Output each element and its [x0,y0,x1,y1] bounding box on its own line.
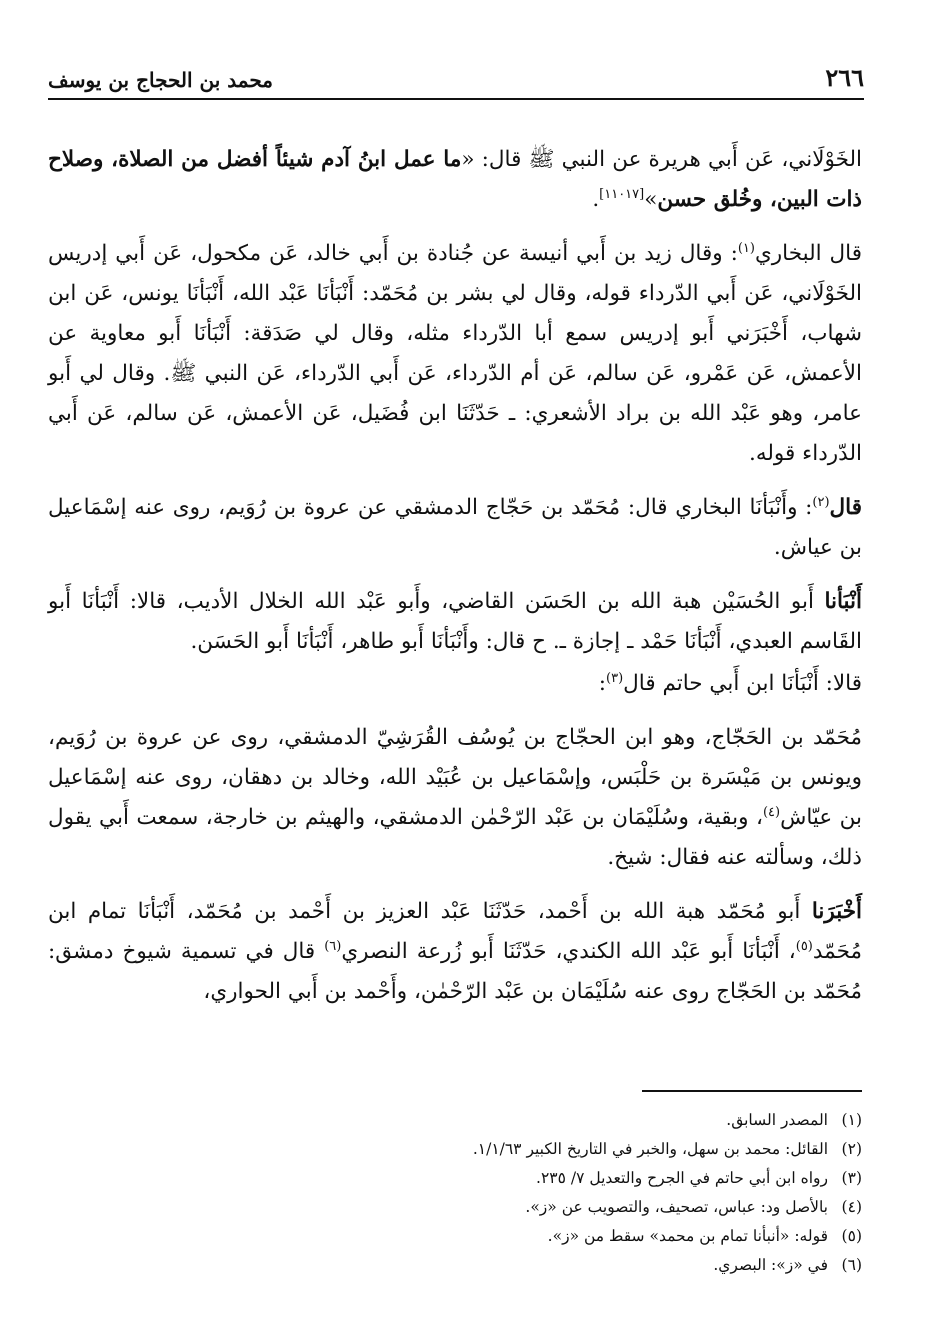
footnote-separator [642,1090,862,1092]
paragraph-1 [48,140,862,220]
text-run: : وقال زيد بن أَبي أنيسة عن جُنادة بن أَبي خالد، عَن مكحول، عَن أَبي إدريس الخَوْلَاني، عَن أَبي الدّرداء قوله، وقال لي بشر بن مُحَمّد: أَنْبَأنَا عَبْد الله، أَنْبَأنَا يونس، عَن ابن شهاب، أَخْبَرَني أَبو إدريس سمع أبا الدّرداء مثله، وقال لي صَدَقة: أَنْبَأنَا أَبو معاوية عن الأعمش، عَن عَمْرو، عَن سالم، عَن أم الدّرداء، عَن أَبي الدّرداء، عَن النبي ﷺ. وقال لي أَبو عامر، وهو عَبْد الله بن براد الأشعري: ـ حَدّثَنَا ابن فُضَيل، عَن الأعمش، عَن سالم، عَن أَبي الدّرداء قوله. [48,241,862,466]
text-run: مُحَمّد بن الحَجّاج، وهو ابن الحجّاج بن يُوسُف القُرَشِيّ الدمشقي، روى عن عروة بن رُوَيم، ويونس بن مَيْسَرة بن حَلْبَس، وإسْمَاعيل بن عُبَيْد الله، وخالد بن دهقان، روى عنه إسْمَاعيل بن عيّاش [48,725,863,830]
paragraph-2 [48,234,862,474]
text-run: أَبو الحُسَيْن هبة الله بن الحَسَن القاضي، وأَبو عَبْد الله الخلال الأديب، قالا: أَنْبَأنَا أَبو القَاسم العبدي، أَنْبَأنَا حَمْد ـ إجازة ـ. ح قال: وأَنْبَأنَا أَبو طاهر، أَنْبَأنَا أَبو الحَسَن. [48,589,862,654]
footnote-text: في «ز»: البصري. [713,1256,828,1274]
page-number: ٢٦٦ [825,63,864,92]
footnote-number: (٣) [841,1169,862,1187]
footnote-number: (٦) [841,1256,862,1274]
text-run: الخَوْلَاني، عَن أَبي هريرة عن النبي ﷺ قال: « [461,147,862,172]
text-run: ، وبقية، وسُلَيْمَان بن عَبْد الرّحْمٰن الدمشقي، والهيثم بن خارجة، سمعت أَبي يقول ذلك، وسألته عنه فقال: شيخ. [48,805,862,870]
footnote-5 [322,1222,862,1251]
text-run: قال في تسمية شيوخ دمشق: مُحَمّد بن الحَجّاج روى عنه سُلَيْمَان بن عَبْد الرّحْمٰن، وأَحْمد بن أَبي الحواري، [48,939,862,1004]
bold-text-run: أَنْبَأنا [824,589,862,614]
paragraph-5 [48,664,862,704]
footnote-marker: [١١٠١٧] [599,186,645,202]
footnote-marker: (١) [737,240,755,256]
paragraph-3 [48,488,862,568]
footnote-number: (١) [841,1111,862,1129]
footnote-text: القائل: محمد بن سهل، والخبر في التاريخ الكبير ١/١/٦٣. [472,1140,828,1158]
footnote-text: بالأصل ود: عباس، تصحيف، والتصويب عن «ز». [525,1198,828,1216]
text-run: ، أَنْبَأنَا أَبو عَبْد الله الكندي، حَدّثَنَا أَبو زُرعة النصري [341,939,796,964]
text-run: : [598,671,607,696]
running-title: محمد بن الحجاج بن يوسف [48,68,273,92]
text-run: قالا: أَنْبَأنَا ابن أَبي حاتم قال [623,671,862,696]
footnote-number: (٤) [841,1198,862,1216]
text-run: . [592,187,600,212]
footnote-number: (٥) [841,1227,862,1245]
footnote-marker: (٥) [795,938,813,954]
footnote-2 [322,1135,862,1164]
paragraph-4 [48,582,862,662]
footnote-6 [322,1251,862,1280]
footnote-marker: (٢) [812,494,830,510]
page-header [48,60,864,100]
footnote-text: قوله: «أنبأنا تمام بن محمد» سقط من «ز». [547,1227,828,1245]
text-run: قال البخاري [754,241,863,266]
footnote-3 [322,1164,862,1193]
footnote-marker: (٤) [762,804,781,820]
bold-text-run: ما عمل ابنُ آدم شيئاً أفضل من الصلاة، وصلاح ذات البين، وخُلق حسن [48,147,862,212]
footnote-4 [322,1193,862,1222]
main-text [48,140,862,1026]
footnotes [322,1090,862,1280]
bold-text-run: أَخْبَرَنا [811,899,862,924]
footnote-text: رواه ابن أبي حاتم في الجرح والتعديل ٧/ ٢٣٥. [536,1169,828,1187]
footnote-1 [322,1106,862,1135]
footnote-marker: (٣) [606,670,624,686]
footnote-marker: (٦) [324,938,342,954]
paragraph-7 [48,892,862,1012]
paragraph-6 [48,718,862,878]
bold-text-run: قال [829,495,862,520]
footnote-text: المصدر السابق. [726,1111,828,1129]
text-run: » [644,187,658,212]
text-run: : وأَنْبَأنَا البخاري قال: مُحَمّد بن حَجّاج الدمشقي عن عروة بن رُوَيم، روى عنه إسْمَاعيل بن عياش. [48,495,862,560]
text-run: أَبو مُحَمّد هبة الله بن أَحْمد، حَدّثَنَا عَبْد العزيز بن أَحْمد بن مُحَمّد، أَنْبَأنَا تمام ابن مُحَمّد [48,899,862,964]
footnote-number: (٢) [841,1140,862,1158]
